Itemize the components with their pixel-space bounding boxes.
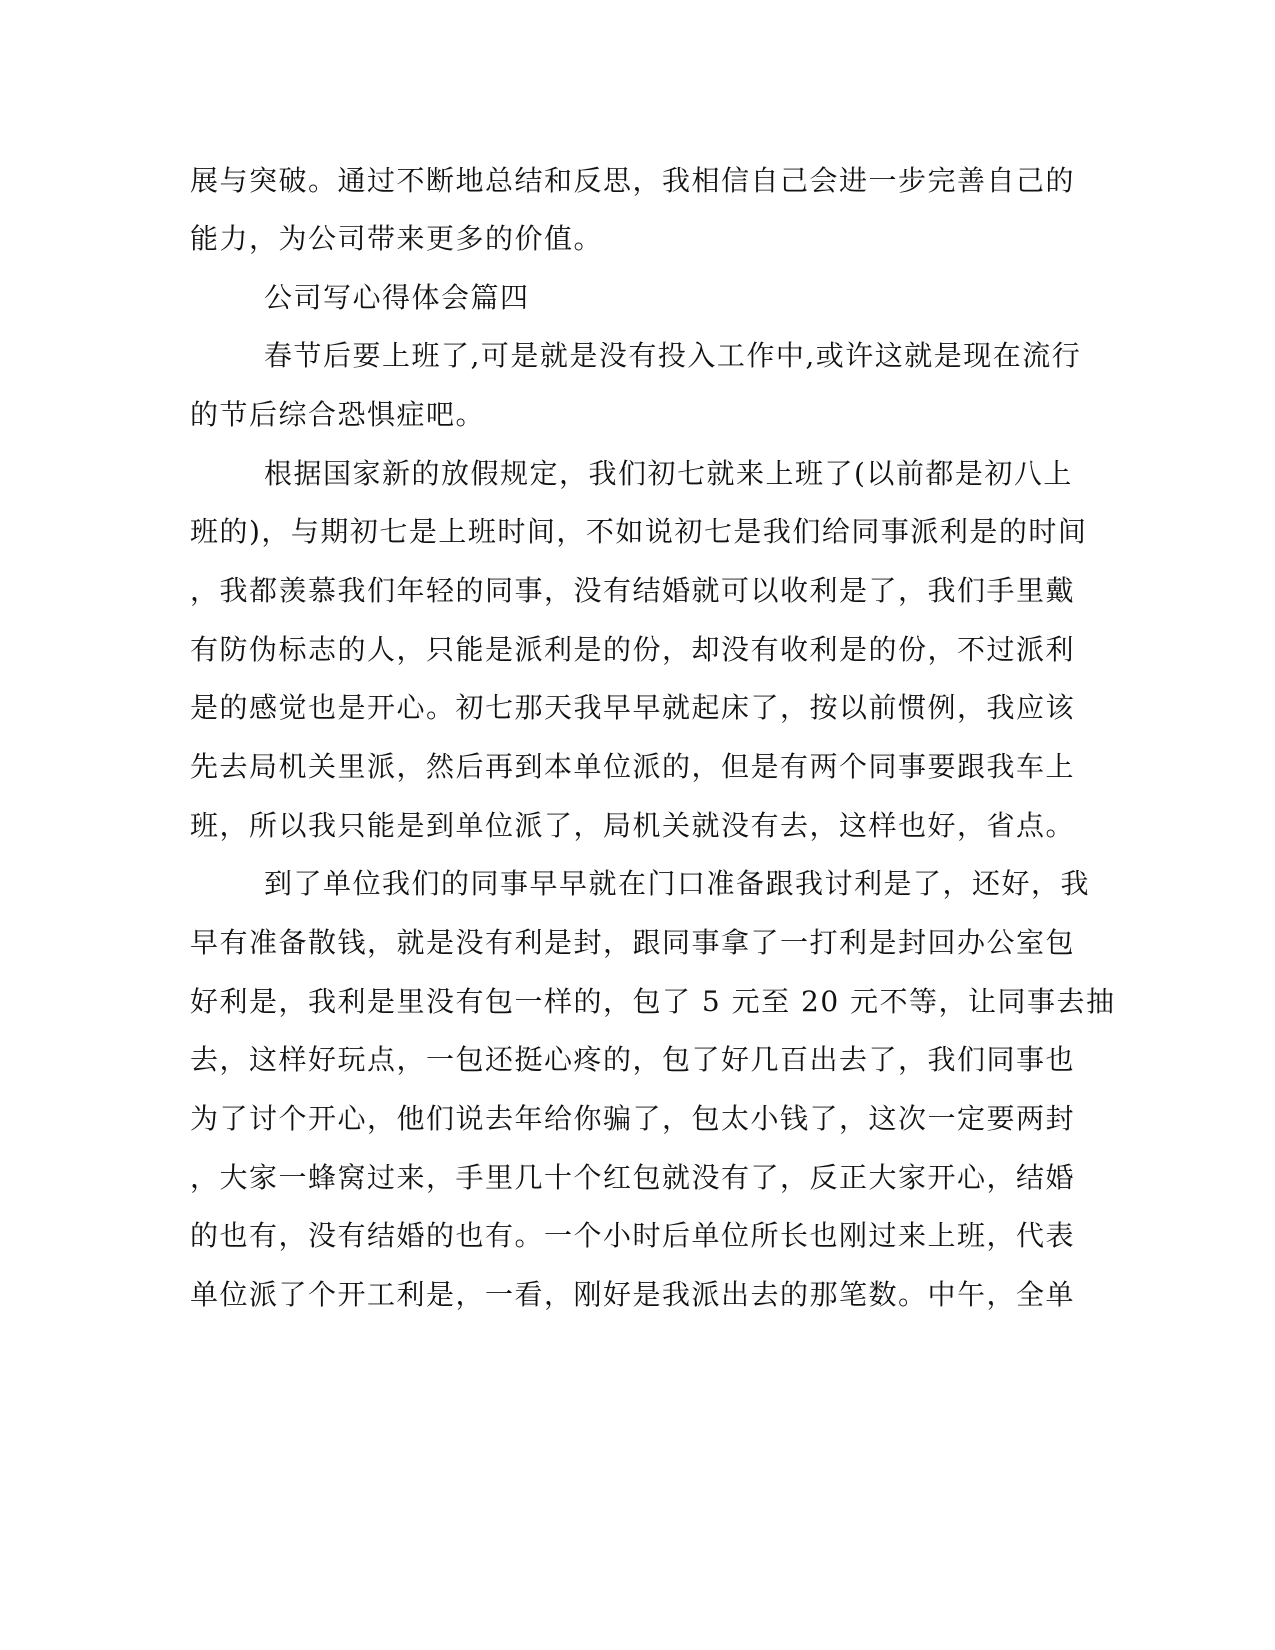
text-line: 去，这样好玩点，一包还挺心疼的，包了好几百出去了，我们同事也	[190, 1043, 1076, 1076]
text-line: 的节后综合恐惧症吧。	[190, 398, 486, 431]
paragraph-start: 到了单位我们的同事早早就在门口准备跟我讨利是了，还好，我	[264, 867, 1091, 900]
text-line: 班的)，与期初七是上班时间，不如说初七是我们给同事派利是的时间	[190, 515, 1088, 548]
text-line: ，我都羡慕我们年轻的同事，没有结婚就可以收利是了，我们手里戴	[190, 574, 1076, 607]
text-line: 班，所以我只能是到单位派了，局机关就没有去，这样也好，省点。	[190, 809, 1076, 842]
text-line: 是的感觉也是开心。初七那天我早早就起床了，按以前惯例，我应该	[190, 691, 1076, 724]
text-line: 展与突破。通过不断地总结和反思，我相信自己会进一步完善自己的	[190, 164, 1076, 197]
text-line: 有防伪标志的人，只能是派利是的份，却没有收利是的份，不过派利	[190, 633, 1076, 666]
text-line: 好利是，我利是里没有包一样的，包了 5 元至 20 元不等，让同事去抽	[190, 985, 1116, 1018]
text-line: ，大家一蜂窝过来，手里几十个红包就没有了，反正大家开心，结婚	[190, 1161, 1076, 1194]
text-line: 先去局机关里派，然后再到本单位派的，但是有两个同事要跟我车上	[190, 750, 1076, 783]
paragraph-start: 春节后要上班了,可是就是没有投入工作中,或许这就是现在流行	[264, 339, 1082, 372]
text-line: 能力，为公司带来更多的价值。	[190, 222, 604, 255]
text-line: 的也有，没有结婚的也有。一个小时后单位所长也刚过来上班，代表	[190, 1219, 1076, 1252]
text-line: 单位派了个开工利是，一看，刚好是我派出去的那笔数。中午，全单	[190, 1278, 1076, 1311]
text-line: 早有准备散钱，就是没有利是封，跟同事拿了一打利是封回办公室包	[190, 926, 1076, 959]
section-heading: 公司写心得体会篇四	[264, 281, 530, 314]
text-line: 为了讨个开心，他们说去年给你骗了，包太小钱了，这次一定要两封	[190, 1102, 1076, 1135]
paragraph-start: 根据国家新的放假规定，我们初七就来上班了(以前都是初八上	[264, 457, 1073, 490]
